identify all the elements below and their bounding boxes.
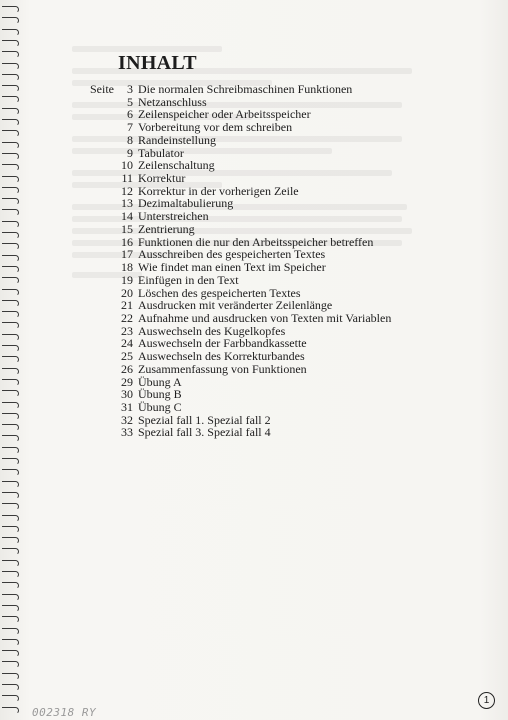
- spiral-coil: [2, 616, 19, 623]
- spiral-coil: [2, 537, 19, 544]
- spiral-coil: [2, 29, 19, 36]
- toc-entry-title: Unterstreichen: [138, 209, 209, 224]
- toc-entry-title: Funktionen die nur den Arbeitsspeicher betreffen: [138, 234, 374, 249]
- spiral-coil: [2, 515, 19, 522]
- toc-entry-title: Löschen des gespeicherten Textes: [138, 285, 301, 300]
- toc-page-number: 24: [121, 336, 133, 351]
- toc-page-number: 6: [127, 107, 133, 122]
- toc-page-number: 18: [121, 260, 133, 275]
- spiral-coil: [2, 582, 19, 589]
- spiral-coil: [2, 413, 19, 420]
- toc-page-number: 32: [121, 412, 133, 427]
- spiral-coil: [2, 322, 19, 329]
- toc-entry-title: Übung C: [138, 399, 182, 414]
- spiral-binding: [0, 0, 22, 720]
- spiral-coil: [2, 85, 19, 92]
- spiral-coil: [2, 447, 19, 454]
- spiral-coil: [2, 605, 19, 612]
- toc-entry-title: Randeinstellung: [138, 132, 216, 147]
- toc-entry-title: Auswechseln der Farbbandkassette: [138, 336, 307, 351]
- toc-page-number: 20: [121, 285, 133, 300]
- toc-page-number: 17: [121, 247, 133, 262]
- spiral-coil: [2, 119, 19, 126]
- spiral-coil: [2, 187, 19, 194]
- toc-entry-title: Spezial fall 1. Spezial fall 2: [138, 412, 271, 427]
- spiral-coil: [2, 650, 19, 657]
- archive-handwritten-mark: 002318 RY: [32, 706, 97, 719]
- spiral-coil: [2, 707, 19, 714]
- spiral-coil: [2, 594, 19, 601]
- spiral-coil: [2, 458, 19, 465]
- toc-page-number: 9: [127, 145, 133, 160]
- toc-entry: [78, 274, 478, 287]
- spiral-coil: [2, 368, 19, 375]
- toc-page-number: 7: [127, 120, 133, 135]
- toc-entry-title: Dezimaltabulierung: [138, 196, 234, 211]
- toc-entry-title: Zeilenschaltung: [138, 158, 215, 173]
- toc-entry-title: Korrektur: [138, 171, 186, 186]
- spiral-coil: [2, 503, 19, 510]
- spiral-coil: [2, 176, 19, 183]
- table-of-contents: [78, 83, 478, 439]
- toc-page-number: 12: [121, 183, 133, 198]
- spiral-coil: [2, 673, 19, 680]
- spiral-coil: [2, 289, 19, 296]
- spiral-coil: [2, 571, 19, 578]
- spiral-coil: [2, 96, 19, 103]
- spiral-coil: [2, 548, 19, 555]
- spiral-coil: [2, 661, 19, 668]
- toc-entry-title: Auswechseln des Kugelkopfes: [138, 323, 286, 338]
- spiral-coil: [2, 164, 19, 171]
- spiral-coil: [2, 108, 19, 115]
- toc-entry-title: Die normalen Schreibmaschinen Funktionen: [138, 82, 353, 96]
- toc-entry: [78, 210, 478, 223]
- spiral-coil: [2, 639, 19, 646]
- spiral-coil: [2, 255, 19, 262]
- spiral-coil: [2, 526, 19, 533]
- spiral-coil: [2, 209, 19, 216]
- spiral-coil: [2, 243, 19, 250]
- toc-entry: [78, 401, 478, 414]
- toc-entry-title: Zusammenfassung von Funktionen: [138, 361, 307, 376]
- spiral-coil: [2, 74, 19, 81]
- toc-entry-title: Wie findet man einen Text im Speicher: [138, 260, 326, 275]
- spiral-coil: [2, 390, 19, 397]
- toc-entry: [78, 363, 478, 376]
- page-title: INHALT: [118, 52, 197, 74]
- toc-entry-title: Übung A: [138, 374, 182, 389]
- spiral-coil: [2, 435, 19, 442]
- spiral-coil: [2, 424, 19, 431]
- spiral-coil: [2, 402, 19, 409]
- spiral-coil: [2, 481, 19, 488]
- toc-page-number: 25: [121, 349, 133, 364]
- toc-entry-title: Vorbereitung vor dem schreiben: [138, 120, 293, 135]
- toc-page-number: 3: [127, 82, 133, 96]
- toc-page-number: 31: [121, 399, 133, 414]
- spiral-coil: [2, 130, 19, 137]
- spiral-coil: [2, 232, 19, 239]
- toc-entry-title: Netzanschluss: [138, 94, 207, 109]
- toc-page-number: 15: [121, 221, 133, 236]
- toc-page-number: 14: [121, 209, 133, 224]
- toc-page-number: 23: [121, 323, 133, 338]
- toc-entry: [78, 172, 478, 185]
- spiral-coil: [2, 311, 19, 318]
- toc-page-number: 13: [121, 196, 133, 211]
- spiral-coil: [2, 277, 19, 284]
- spiral-coil: [2, 17, 19, 24]
- toc-page-number: 10: [121, 158, 133, 173]
- page-number-badge: 1: [478, 692, 495, 709]
- spiral-coil: [2, 492, 19, 499]
- toc-page-number: 5: [127, 94, 133, 109]
- spiral-coil: [2, 684, 19, 691]
- toc-entry-title: Ausschreiben des gespeicherten Textes: [138, 247, 326, 262]
- toc-page-number: 21: [121, 298, 133, 313]
- spiral-coil: [2, 153, 19, 160]
- toc-page-number: 26: [121, 361, 133, 376]
- spiral-coil: [2, 356, 19, 363]
- toc-page-number: 29: [121, 374, 133, 389]
- toc-page-number: 33: [121, 425, 133, 440]
- seite-label: Seite: [90, 82, 114, 96]
- spiral-coil: [2, 469, 19, 476]
- toc-page-number: 30: [121, 387, 133, 402]
- toc-entry: [78, 426, 478, 439]
- toc-entry: [78, 350, 478, 363]
- toc-entry-title: Zentrierung: [138, 221, 195, 236]
- toc-entry-title: Korrektur in der vorherigen Zeile: [138, 183, 299, 198]
- spiral-coil: [2, 695, 19, 702]
- spiral-coil: [2, 142, 19, 149]
- spiral-coil: [2, 221, 19, 228]
- spiral-coil: [2, 345, 19, 352]
- spiral-coil: [2, 628, 19, 635]
- spiral-coil: [2, 560, 19, 567]
- toc-page-number: 16: [121, 234, 133, 249]
- spiral-coil: [2, 6, 19, 13]
- toc-entry-title: Tabulator: [138, 145, 184, 160]
- toc-page-number: 22: [121, 310, 133, 325]
- toc-entry-title: Zeilenspeicher oder Arbeitsspeicher: [138, 107, 311, 122]
- toc-page-number: 19: [121, 272, 133, 287]
- spiral-coil: [2, 51, 19, 58]
- spiral-coil: [2, 198, 19, 205]
- toc-entry-title: Übung B: [138, 387, 182, 402]
- spiral-coil: [2, 266, 19, 273]
- toc-entry-title: Einfügen in den Text: [138, 272, 239, 287]
- toc-entry-title: Aufnahme und ausdrucken von Texten mit Variablen: [138, 310, 392, 325]
- spiral-coil: [2, 300, 19, 307]
- toc-entry-title: Ausdrucken mit veränderter Zeilenlänge: [138, 298, 333, 313]
- toc-entry: [78, 134, 478, 147]
- toc-entry: [78, 223, 478, 236]
- spiral-coil: [2, 334, 19, 341]
- toc-page-number: 11: [121, 171, 133, 186]
- toc-page-number: 8: [127, 132, 133, 147]
- toc-entry: [78, 121, 478, 134]
- toc-entry-title: Auswechseln des Korrekturbandes: [138, 349, 305, 364]
- toc-entry: [78, 261, 478, 274]
- spiral-coil: [2, 379, 19, 386]
- toc-entry: [78, 312, 478, 325]
- spiral-coil: [2, 63, 19, 70]
- spiral-coil: [2, 40, 19, 47]
- toc-entry-title: Spezial fall 3. Spezial fall 4: [138, 425, 271, 440]
- toc-entry: [78, 83, 478, 96]
